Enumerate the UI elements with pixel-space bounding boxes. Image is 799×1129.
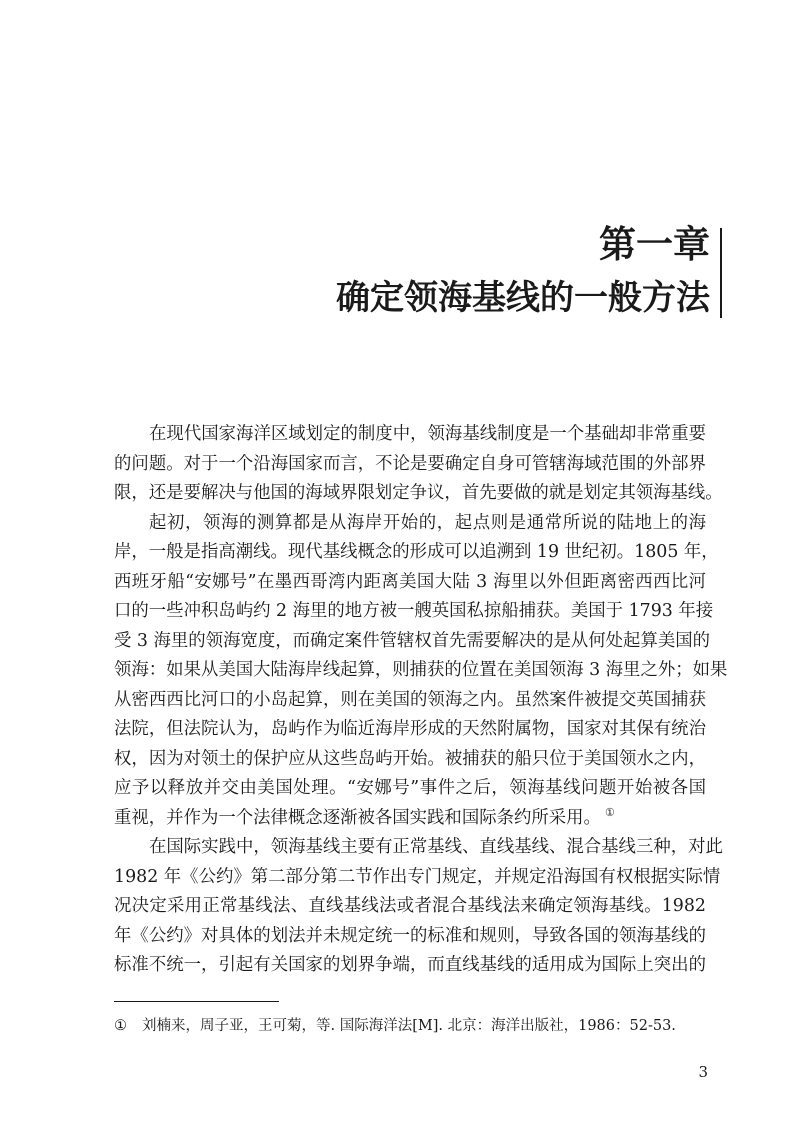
text-line: 领海：如果从美国大陆海岸线起算，则捕获的位置在美国领海 3 海里之外；如果 [114, 660, 728, 680]
text-line: 重视，并作为一个法律概念逐渐被各国实践和国际条约所采用。 [114, 807, 601, 828]
text-line: 年《公约》对具体的划法并未规定统一的标准和规则，导致各国的领海基线的 [114, 925, 706, 946]
text-line: 法院，但法院认为，岛屿作为临近海岸形成的天然附属物，国家对其保有统治 [114, 719, 706, 739]
text-line: 在国际实践中，领海基线主要有正常基线、直线基线、混合基线三种，对此 [149, 837, 723, 857]
chapter-heading [336, 222, 710, 323]
text-line: 起初，领海的测算都是从海岸开始的，起点则是通常所说的陆地上的海 [149, 512, 706, 533]
text-line: 权，因为对领土的保护应从这些岛屿开始。被捕获的船只位于美国领水之内， [114, 748, 706, 769]
text-line: 1982 年《公约》第二部分第二节作出专门规定，并规定沿海国有权根据实际情 [114, 866, 721, 887]
text-line: 受 3 海里的领海宽度，而确定案件管辖权首先需要解决的是从何处起算美国的 [114, 630, 711, 651]
text-line: 应予以释放并交由美国处理。“安娜号”事件之后，领海基线问题开始被各国 [114, 778, 706, 798]
footnote-text: 刘楠来，周子亚，王可菊，等. 国际海洋法[M]. 北京：海洋出版社，1986：52-53. [142, 1018, 676, 1034]
text-line: 岸，一般是指高潮线。现代基线概念的形成可以追溯到 19 世纪初。1805 年， [114, 542, 719, 562]
page-number: 3 [698, 1063, 708, 1081]
text-line: 在现代国家海洋区域划定的制度中，领海基线制度是一个基础却非常重要 [149, 424, 706, 444]
footnote [114, 1015, 676, 1037]
text-line: 从密西西比河口的小岛起算，则在美国的领海之内。虽然案件被提交英国捕获 [114, 689, 706, 710]
footnote-reference[interactable]: ① [604, 805, 615, 819]
main-text [114, 420, 728, 981]
chapter-title: 确定领海基线的一般方法 [336, 278, 710, 318]
footnote-marker: ① [114, 1018, 127, 1034]
text-line: 口的一些冲积岛屿约 2 海里的地方被一艘英国私掠船捕获。美国于 1793 年接 [114, 601, 714, 621]
text-line: 的问题。对于一个沿海国家而言，不论是要确定自身可管辖海域范围的外部界 [114, 453, 706, 474]
text-line: 西班牙船“安娜号”在墨西哥湾内距离美国大陆 3 海里以外但距离密西西比河 [114, 571, 706, 592]
chapter-number: 第一章 [599, 223, 710, 266]
text-line: 况决定采用正常基线法、直线基线法或者混合基线法来确定领海基线。1982 [114, 896, 706, 916]
footnote-divider [114, 1001, 279, 1002]
chapter-divider [720, 228, 722, 318]
text-line: 限，还是要解决与他国的海域界限划定争议，首先要做的就是划定其领海基线。 [114, 483, 723, 503]
text-line: 标准不统一，引起有关国家的划界争端，而直线基线的适用成为国际上突出的 [114, 955, 706, 975]
text-line-with-note [114, 804, 706, 834]
